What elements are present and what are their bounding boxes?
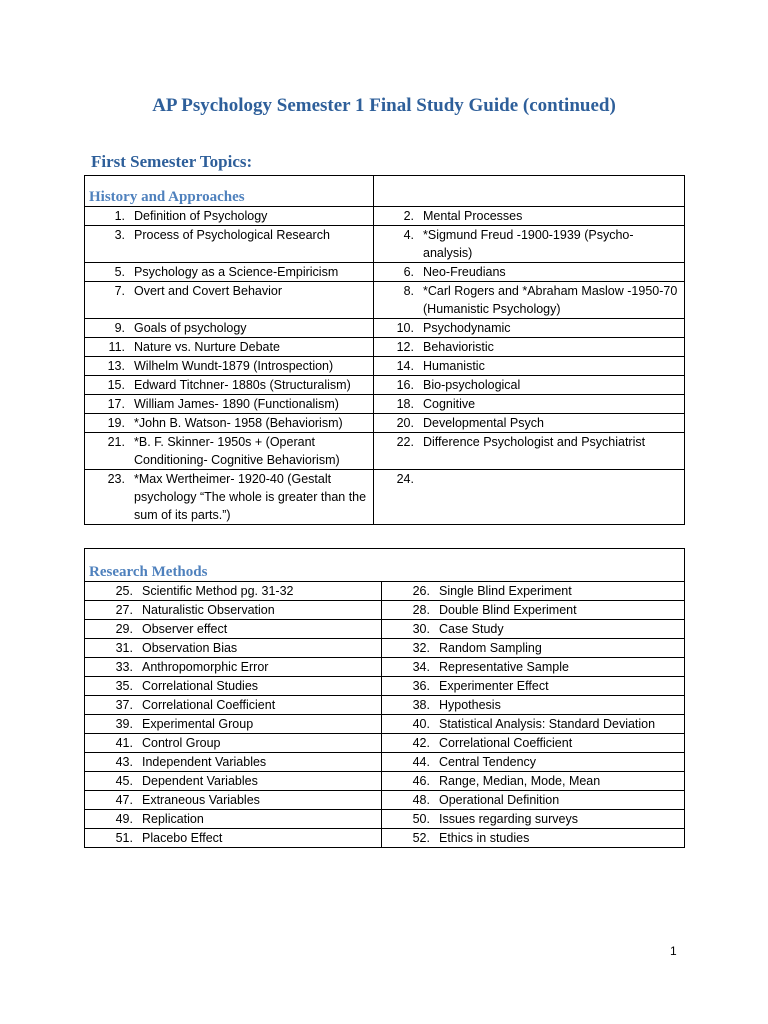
list-item — [386, 677, 680, 695]
item-number: 34. — [412, 660, 430, 674]
item-text: *B. F. Skinner- 1950s + (Operant Conditioning- Cognitive Behaviorism) — [134, 435, 340, 467]
item-number: 11. — [108, 340, 125, 354]
list-item — [89, 338, 369, 356]
item-text: Independent Variables — [142, 755, 267, 769]
history-approaches-table — [84, 175, 685, 525]
list-item — [89, 263, 369, 281]
item-text: William James- 1890 (Functionalism) — [134, 397, 339, 411]
table-cell — [85, 319, 374, 338]
list-item — [378, 263, 680, 281]
item-number: 37. — [115, 698, 133, 712]
table-cell — [382, 582, 685, 601]
item-text: Difference Psychologist and Psychiatrist — [423, 435, 646, 449]
item-text: Psychology as a Science-Empiricism — [134, 265, 339, 279]
list-item — [386, 639, 680, 657]
list-item — [386, 734, 680, 752]
table-row — [85, 470, 685, 525]
item-text: Ethics in studies — [439, 831, 530, 845]
document-title: AP Psychology Semester 1 Final Study Guide (continued) — [152, 95, 616, 116]
item-number: 35. — [115, 679, 133, 693]
list-item — [386, 582, 680, 600]
list-item — [89, 677, 377, 695]
table-cell — [382, 829, 685, 848]
item-number: 39. — [115, 717, 133, 731]
table-row — [85, 734, 685, 753]
table-cell — [382, 677, 685, 696]
table-cell — [374, 263, 685, 282]
table-cell — [85, 829, 382, 848]
table-heading-cell — [85, 176, 374, 207]
table-cell — [85, 696, 382, 715]
list-item — [386, 753, 680, 771]
research-methods-table — [84, 548, 685, 848]
list-item — [89, 810, 377, 828]
item-number: 26. — [412, 584, 430, 598]
list-item — [378, 207, 680, 225]
item-number: 21. — [107, 435, 125, 449]
item-number: 9. — [114, 321, 125, 335]
list-item — [89, 715, 377, 733]
list-item — [89, 620, 377, 638]
item-text: Edward Titchner- 1880s (Structuralism) — [134, 378, 351, 392]
item-text: Representative Sample — [439, 660, 569, 674]
list-item — [378, 226, 680, 262]
table-row — [85, 753, 685, 772]
list-item — [378, 433, 680, 451]
list-item — [89, 734, 377, 752]
item-number: 50. — [412, 812, 430, 826]
table-cell — [85, 582, 382, 601]
table-cell — [374, 376, 685, 395]
item-number: 23. — [107, 472, 125, 486]
item-text: Replication — [142, 812, 204, 826]
item-text: Single Blind Experiment — [439, 584, 572, 598]
item-text: Humanistic — [423, 359, 485, 373]
table-row — [85, 639, 685, 658]
table-row — [85, 677, 685, 696]
table-heading-cell — [85, 549, 685, 582]
table-cell — [85, 433, 374, 470]
research-heading: Research Methods — [89, 564, 208, 580]
table-cell — [382, 734, 685, 753]
table-row — [85, 772, 685, 791]
item-text: Neo-Freudians — [423, 265, 506, 279]
list-item — [386, 810, 680, 828]
item-text: Correlational Studies — [142, 679, 259, 693]
list-item — [386, 620, 680, 638]
item-text: Correlational Coefficient — [439, 736, 573, 750]
table-header-row — [85, 549, 685, 582]
item-text: Observer effect — [142, 622, 228, 636]
item-text: Experimenter Effect — [439, 679, 549, 693]
section-subtitle: First Semester Topics: — [91, 152, 253, 171]
item-text: Double Blind Experiment — [439, 603, 577, 617]
item-number: 20. — [396, 416, 414, 430]
item-number: 6. — [403, 265, 414, 279]
table-cell — [85, 263, 374, 282]
table-cell — [85, 639, 382, 658]
list-item — [386, 715, 680, 733]
table-cell — [382, 753, 685, 772]
item-text: Extraneous Variables — [142, 793, 260, 807]
list-item — [89, 696, 377, 714]
table-cell — [382, 601, 685, 620]
table-cell — [85, 338, 374, 357]
table-cell — [382, 658, 685, 677]
table-cell — [382, 696, 685, 715]
item-text: Psychodynamic — [423, 321, 511, 335]
list-item — [89, 753, 377, 771]
table-heading-cell-empty — [374, 176, 685, 207]
table-cell — [85, 207, 374, 226]
item-number: 41. — [115, 736, 133, 750]
table-cell — [85, 395, 374, 414]
table-cell — [374, 282, 685, 319]
item-number: 10. — [396, 321, 414, 335]
item-number: 7. — [114, 284, 125, 298]
list-item — [89, 639, 377, 657]
list-item — [378, 414, 680, 432]
list-item — [386, 791, 680, 809]
list-item — [378, 395, 680, 413]
table-cell — [382, 639, 685, 658]
table-cell — [85, 601, 382, 620]
table-cell — [374, 338, 685, 357]
table-row — [85, 620, 685, 639]
list-item — [89, 791, 377, 809]
list-item — [386, 772, 680, 790]
item-number: 28. — [412, 603, 430, 617]
list-item — [378, 282, 680, 318]
item-number: 14. — [396, 359, 414, 373]
table-cell — [85, 753, 382, 772]
table-cell — [85, 658, 382, 677]
item-number: 43. — [115, 755, 133, 769]
table-row — [85, 696, 685, 715]
item-text: Scientific Method pg. 31-32 — [142, 584, 294, 598]
item-number: 49. — [115, 812, 133, 826]
list-item — [89, 414, 369, 432]
item-text: Anthropomorphic Error — [142, 660, 269, 674]
table-cell — [374, 470, 685, 525]
list-item — [386, 696, 680, 714]
item-text: Range, Median, Mode, Mean — [439, 774, 601, 788]
table-row — [85, 207, 685, 226]
item-number: 25. — [115, 584, 133, 598]
history-heading: History and Approaches — [89, 189, 245, 205]
list-item — [386, 829, 680, 847]
item-text: Mental Processes — [423, 209, 523, 223]
table-cell — [374, 319, 685, 338]
item-number: 19. — [107, 416, 125, 430]
item-text: Random Sampling — [439, 641, 542, 655]
table-row — [85, 829, 685, 848]
list-item — [89, 658, 377, 676]
table-row — [85, 658, 685, 677]
list-item — [89, 772, 377, 790]
item-number: 48. — [412, 793, 430, 807]
item-text: Behavioristic — [423, 340, 494, 354]
table-cell — [374, 395, 685, 414]
item-text: Issues regarding surveys — [439, 812, 578, 826]
item-text: Process of Psychological Research — [134, 228, 330, 242]
list-item — [89, 376, 369, 394]
table-cell — [382, 772, 685, 791]
item-text: Dependent Variables — [142, 774, 258, 788]
table-row — [85, 791, 685, 810]
item-text: *Carl Rogers and *Abraham Maslow -1950-70 (Humanistic Psychology) — [423, 284, 678, 316]
list-item — [89, 207, 369, 225]
list-item — [378, 376, 680, 394]
table-cell — [85, 620, 382, 639]
list-item — [89, 433, 369, 469]
item-number: 27. — [115, 603, 133, 617]
item-number: 29. — [115, 622, 133, 636]
item-text: Observation Bias — [142, 641, 238, 655]
item-number: 12. — [396, 340, 414, 354]
item-text: Operational Definition — [439, 793, 560, 807]
table-cell — [85, 677, 382, 696]
list-item — [378, 338, 680, 356]
item-text: Hypothesis — [439, 698, 501, 712]
list-item — [89, 829, 377, 847]
table-row — [85, 433, 685, 470]
item-number: 17. — [107, 397, 125, 411]
list-item — [89, 470, 369, 524]
list-item — [89, 395, 369, 413]
item-text: Wilhelm Wundt-1879 (Introspection) — [134, 359, 334, 373]
table-row — [85, 226, 685, 263]
item-number: 40. — [412, 717, 430, 731]
table-header-row — [85, 176, 685, 207]
item-number: 24. — [396, 472, 414, 486]
table-row — [85, 810, 685, 829]
item-number: 13. — [107, 359, 125, 373]
item-number: 30. — [412, 622, 430, 636]
item-text: Bio-psychological — [423, 378, 521, 392]
item-number: 33. — [115, 660, 133, 674]
item-text: Definition of Psychology — [134, 209, 268, 223]
item-number: 31. — [115, 641, 133, 655]
item-number: 32. — [412, 641, 430, 655]
item-number: 52. — [412, 831, 430, 845]
item-text: Case Study — [439, 622, 504, 636]
table-cell — [374, 433, 685, 470]
table-cell — [382, 715, 685, 734]
list-item — [89, 226, 369, 244]
item-number: 47. — [115, 793, 133, 807]
table-cell — [382, 810, 685, 829]
table-row — [85, 601, 685, 620]
item-number: 44. — [412, 755, 430, 769]
item-number: 18. — [396, 397, 414, 411]
list-item — [386, 658, 680, 676]
item-number: 5. — [114, 265, 125, 279]
table-cell — [85, 791, 382, 810]
table-cell — [85, 357, 374, 376]
table-row — [85, 338, 685, 357]
table-row — [85, 357, 685, 376]
item-number: 46. — [412, 774, 430, 788]
item-text: Placebo Effect — [142, 831, 223, 845]
item-number: 22. — [396, 435, 414, 449]
item-text: Statistical Analysis: Standard Deviation — [439, 717, 656, 731]
table-cell — [85, 376, 374, 395]
item-text — [423, 470, 680, 488]
list-item — [89, 282, 369, 300]
table-row — [85, 414, 685, 433]
table-cell — [374, 357, 685, 376]
item-number: 16. — [396, 378, 414, 392]
item-number: 36. — [412, 679, 430, 693]
page-number: 1 — [670, 944, 677, 958]
item-text: Goals of psychology — [134, 321, 247, 335]
item-text: Experimental Group — [142, 717, 254, 731]
table-row — [85, 282, 685, 319]
table-cell — [374, 414, 685, 433]
list-item — [378, 357, 680, 375]
item-number: 15. — [107, 378, 125, 392]
item-text: Naturalistic Observation — [142, 603, 275, 617]
table-cell — [382, 620, 685, 639]
item-text: Cognitive — [423, 397, 476, 411]
item-text: Correlational Coefficient — [142, 698, 276, 712]
item-number: 4. — [403, 228, 414, 242]
item-text: Central Tendency — [439, 755, 537, 769]
item-text: *Sigmund Freud -1900-1939 (Psycho-analysis) — [423, 228, 634, 260]
list-item — [89, 357, 369, 375]
table-cell — [85, 414, 374, 433]
table-cell — [85, 226, 374, 263]
table-cell — [85, 810, 382, 829]
list-item — [386, 601, 680, 619]
table-row — [85, 582, 685, 601]
list-item — [378, 319, 680, 337]
table-cell — [85, 734, 382, 753]
list-item — [89, 601, 377, 619]
item-number: 51. — [115, 831, 133, 845]
table-cell — [85, 470, 374, 525]
table-cell — [85, 715, 382, 734]
table-cell — [382, 791, 685, 810]
table-row — [85, 715, 685, 734]
item-number: 2. — [403, 209, 414, 223]
item-text: Overt and Covert Behavior — [134, 284, 282, 298]
table-row — [85, 263, 685, 282]
table-cell — [374, 207, 685, 226]
table-row — [85, 395, 685, 414]
table-row — [85, 319, 685, 338]
list-item — [89, 319, 369, 337]
item-text: *John B. Watson- 1958 (Behaviorism) — [134, 416, 343, 430]
item-number: 42. — [412, 736, 430, 750]
table-cell — [85, 282, 374, 319]
list-item — [89, 582, 377, 600]
item-text: Control Group — [142, 736, 221, 750]
item-text: *Max Wertheimer- 1920-40 (Gestalt psychology “The whole is greater than the sum of its parts.”) — [134, 472, 367, 522]
item-number: 38. — [412, 698, 430, 712]
table-cell — [374, 226, 685, 263]
table-row — [85, 376, 685, 395]
item-text: Developmental Psych — [423, 416, 544, 430]
table-cell — [85, 772, 382, 791]
item-number: 8. — [403, 284, 414, 298]
item-number: 3. — [114, 228, 125, 242]
item-number: 45. — [115, 774, 133, 788]
item-text: Nature vs. Nurture Debate — [134, 340, 280, 354]
item-number: 1. — [114, 209, 125, 223]
list-item — [378, 470, 680, 488]
